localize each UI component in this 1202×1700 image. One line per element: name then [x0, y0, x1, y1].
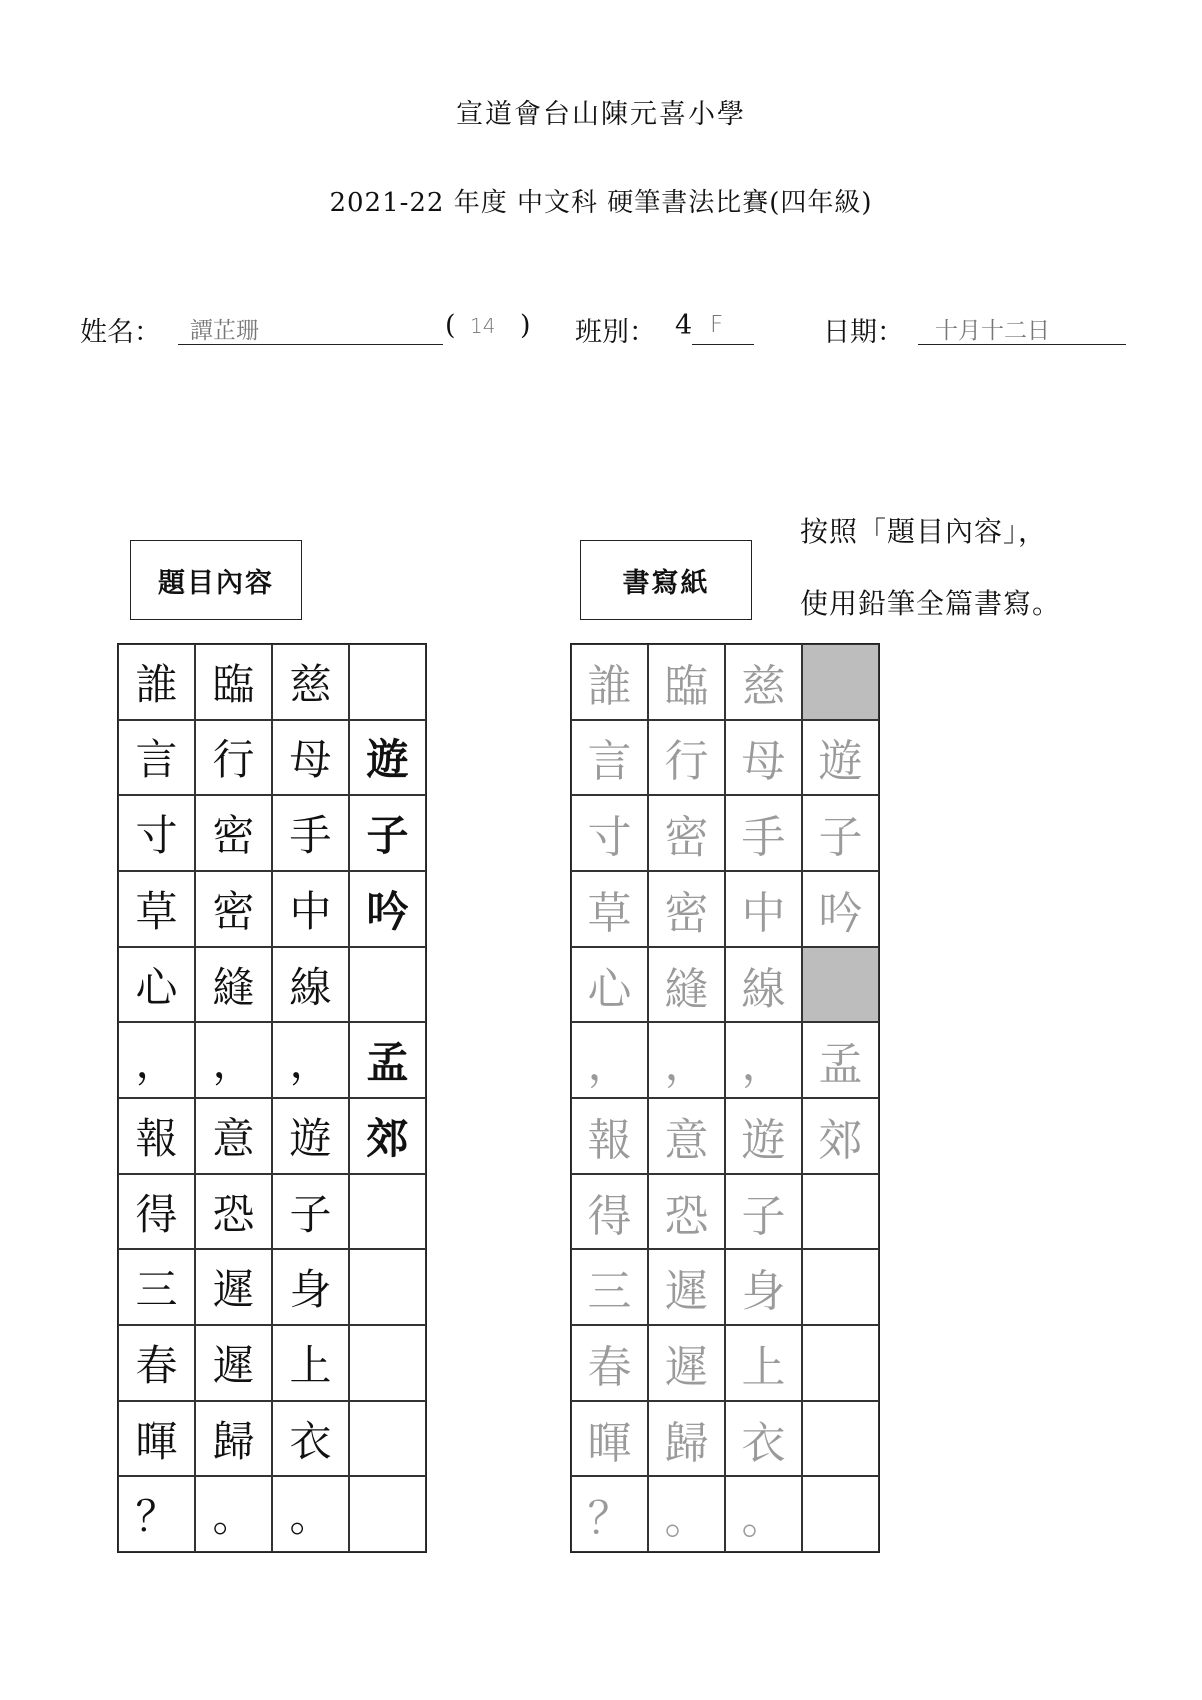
model-cell: 。 [195, 1476, 272, 1552]
written-cell: 密 [648, 795, 725, 871]
number-open: ( [445, 310, 456, 341]
written-cell: 線 [725, 947, 802, 1023]
written-cell: 身 [725, 1249, 802, 1325]
model-cell [349, 1325, 426, 1401]
written-cell: 遲 [648, 1325, 725, 1401]
model-cell: ， [195, 1022, 272, 1098]
model-cell: 母 [272, 720, 349, 796]
writing-paper-grid [570, 643, 880, 1553]
written-cell: 郊 [802, 1098, 879, 1174]
written-cell: 報 [571, 1098, 648, 1174]
name-underline [178, 344, 443, 345]
written-cell: 遊 [802, 720, 879, 796]
written-cell: 密 [648, 871, 725, 947]
written-cell: 子 [802, 795, 879, 871]
model-content-grid [117, 643, 427, 1553]
school-name: 宣道會台山陳元喜小學 [456, 99, 746, 130]
model-cell [349, 1476, 426, 1552]
model-cell: 恐 [195, 1174, 272, 1250]
written-cell: 母 [725, 720, 802, 796]
written-cell [802, 644, 879, 720]
model-cell: 暉 [118, 1401, 195, 1477]
model-cell: 孟 [349, 1022, 426, 1098]
model-cell: 遲 [195, 1249, 272, 1325]
model-cell: 上 [272, 1325, 349, 1401]
written-cell [802, 1325, 879, 1401]
model-cell [349, 947, 426, 1023]
written-cell: 衣 [725, 1401, 802, 1477]
class-prefix: 4 [675, 310, 693, 341]
model-cell: 歸 [195, 1401, 272, 1477]
model-cell: 縫 [195, 947, 272, 1023]
written-cell [802, 1174, 879, 1250]
model-cell [349, 644, 426, 720]
model-cell: 子 [349, 795, 426, 871]
model-cell: 意 [195, 1098, 272, 1174]
written-cell: 歸 [648, 1401, 725, 1477]
instruction-line-2: 使用鉛筆全篇書寫。 [800, 587, 1062, 620]
written-cell: ， [648, 1022, 725, 1098]
written-cell: 寸 [571, 795, 648, 871]
model-cell: 遲 [195, 1325, 272, 1401]
date-underline [918, 344, 1126, 345]
written-cell: 子 [725, 1174, 802, 1250]
written-cell: 得 [571, 1174, 648, 1250]
written-cell: 臨 [648, 644, 725, 720]
model-cell: 身 [272, 1249, 349, 1325]
written-cell: 意 [648, 1098, 725, 1174]
written-cell: 孟 [802, 1022, 879, 1098]
written-cell: 遊 [725, 1098, 802, 1174]
written-cell: 言 [571, 720, 648, 796]
model-cell: 慈 [272, 644, 349, 720]
written-cell: 上 [725, 1325, 802, 1401]
model-cell: 衣 [272, 1401, 349, 1477]
written-cell: 。 [648, 1476, 725, 1552]
written-cell: 中 [725, 871, 802, 947]
model-cell: 子 [272, 1174, 349, 1250]
written-cell: 慈 [725, 644, 802, 720]
written-cell: ， [725, 1022, 802, 1098]
model-cell [349, 1249, 426, 1325]
number-close: ) [520, 310, 531, 341]
model-cell [349, 1401, 426, 1477]
model-cell: 草 [118, 871, 195, 947]
model-cell: 三 [118, 1249, 195, 1325]
model-cell: 心 [118, 947, 195, 1023]
written-cell: 吟 [802, 871, 879, 947]
model-cell: 行 [195, 720, 272, 796]
written-cell: 三 [571, 1249, 648, 1325]
model-cell: 得 [118, 1174, 195, 1250]
written-cell: 遲 [648, 1249, 725, 1325]
model-cell: 遊 [272, 1098, 349, 1174]
name-value: 譚芷珊 [190, 318, 259, 344]
competition-title: 2021-22 年度 中文科 硬筆書法比賽(四年級) [329, 188, 873, 218]
model-cell: 臨 [195, 644, 272, 720]
model-content-label: 題目內容 [130, 540, 302, 620]
written-cell: 。 [725, 1476, 802, 1552]
model-cell: 遊 [349, 720, 426, 796]
written-cell [802, 1401, 879, 1477]
model-cell: 。 [272, 1476, 349, 1552]
model-cell: 手 [272, 795, 349, 871]
model-cell: 報 [118, 1098, 195, 1174]
model-cell: ？ [118, 1476, 195, 1552]
model-cell: 誰 [118, 644, 195, 720]
written-cell [802, 947, 879, 1023]
name-label: 姓名： [80, 317, 161, 348]
model-cell: 言 [118, 720, 195, 796]
instruction-line-1: 按照「題目內容」， [800, 515, 1048, 548]
model-cell: ， [118, 1022, 195, 1098]
written-cell: 手 [725, 795, 802, 871]
class-underline [692, 344, 754, 345]
model-cell [349, 1174, 426, 1250]
written-cell [802, 1476, 879, 1552]
written-cell: 暉 [571, 1401, 648, 1477]
class-label: 班別： [575, 317, 656, 348]
written-cell: 誰 [571, 644, 648, 720]
written-cell: 心 [571, 947, 648, 1023]
written-cell: 行 [648, 720, 725, 796]
class-value: F [710, 312, 724, 338]
written-cell [802, 1249, 879, 1325]
model-cell: 吟 [349, 871, 426, 947]
model-cell: 寸 [118, 795, 195, 871]
written-cell: ？ [571, 1476, 648, 1552]
written-cell: 縫 [648, 947, 725, 1023]
written-cell: 恐 [648, 1174, 725, 1250]
writing-paper-label: 書寫紙 [580, 540, 752, 620]
model-cell: 春 [118, 1325, 195, 1401]
model-cell: 線 [272, 947, 349, 1023]
written-cell: 春 [571, 1325, 648, 1401]
student-number: 14 [470, 314, 496, 338]
model-cell: ， [272, 1022, 349, 1098]
model-cell: 密 [195, 871, 272, 947]
date-value: 十月十二日 [935, 318, 1050, 344]
model-cell: 郊 [349, 1098, 426, 1174]
date-label: 日期： [823, 317, 904, 348]
written-cell: ， [571, 1022, 648, 1098]
written-cell: 草 [571, 871, 648, 947]
model-cell: 密 [195, 795, 272, 871]
model-cell: 中 [272, 871, 349, 947]
